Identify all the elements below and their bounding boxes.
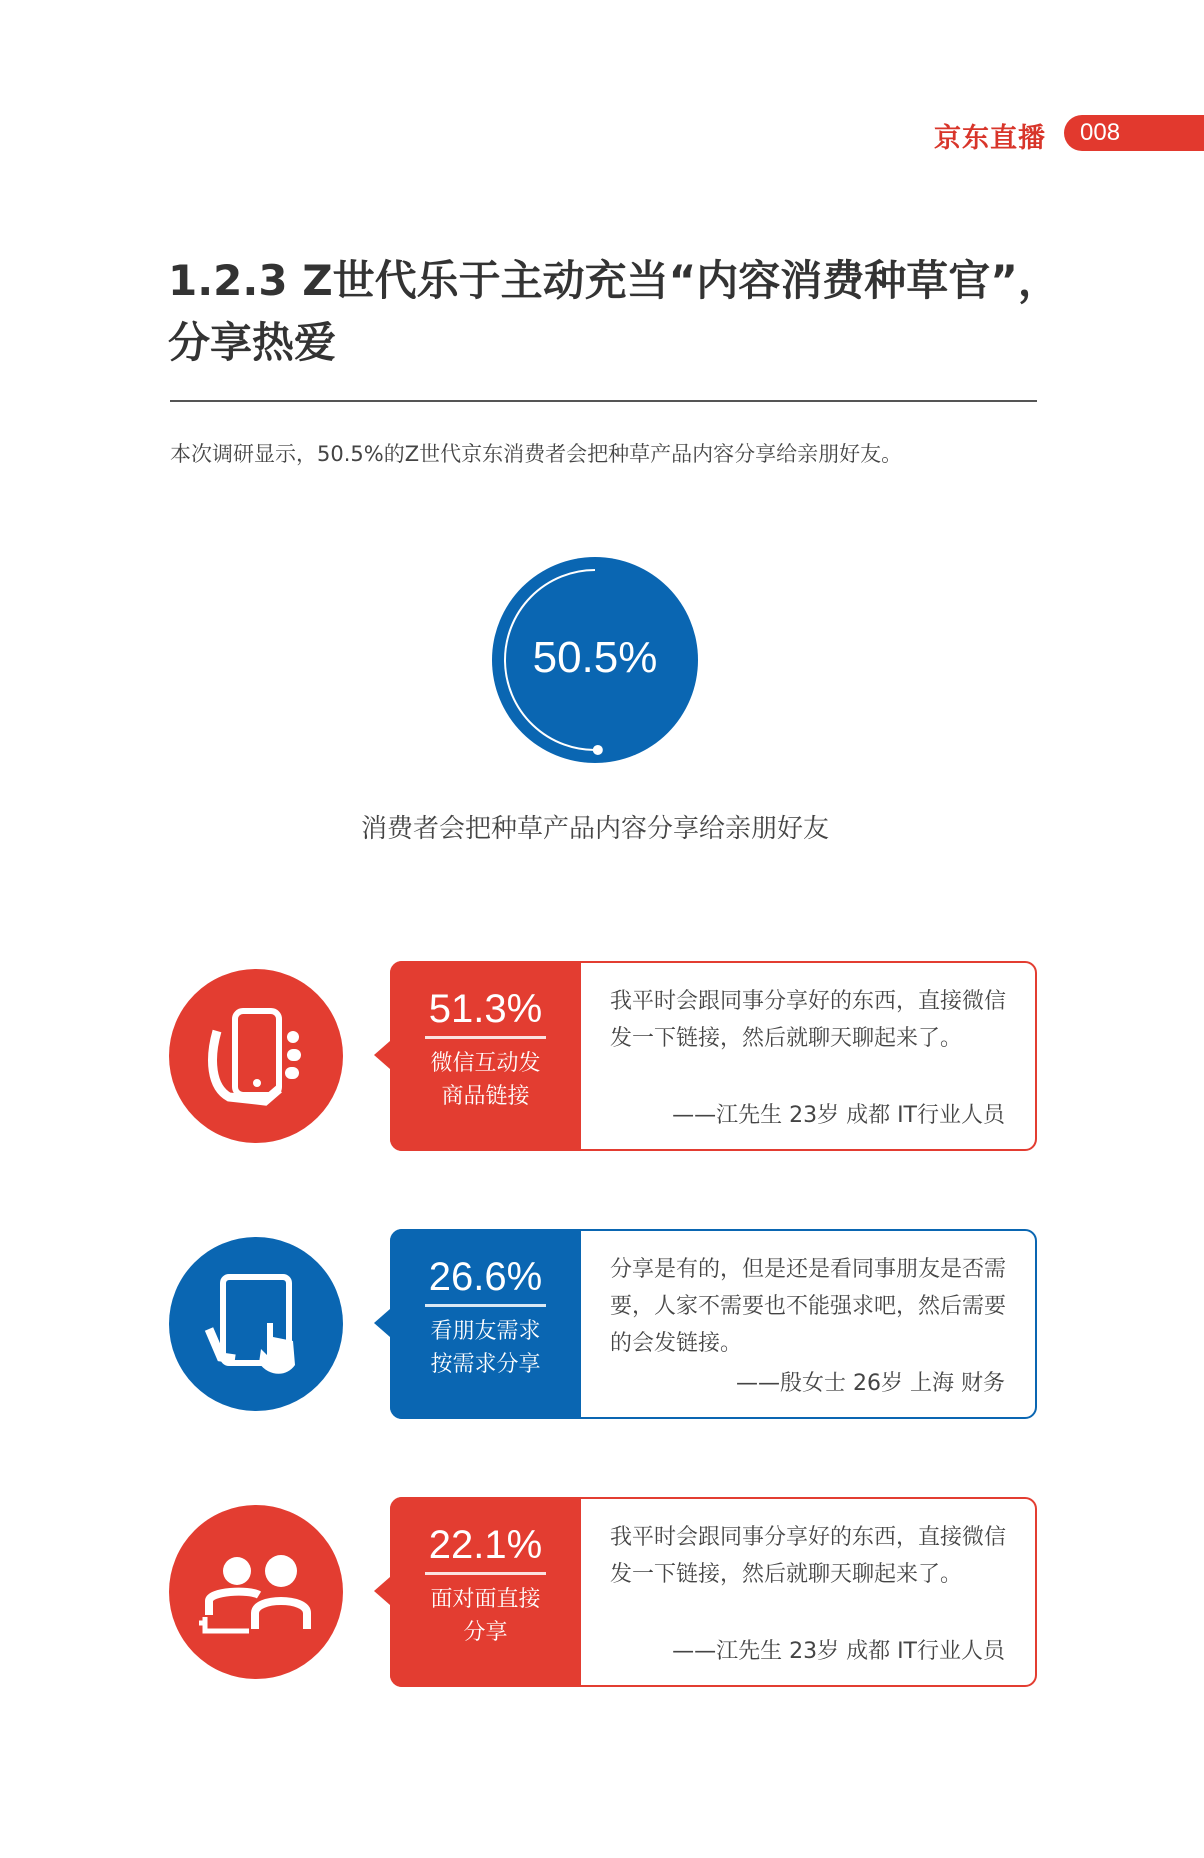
title-line-1: 1.2.3 Z世代乐于主动充当“内容消费种草官”， (168, 256, 1060, 305)
people-talk-icon (169, 1505, 343, 1679)
tablet-touch-icon (169, 1237, 343, 1411)
quote-attribution: ——江先生 23岁 成都 IT行业人员 (672, 1639, 1005, 1664)
share-percent: 26.6% (425, 1255, 546, 1307)
highlight-circle (492, 557, 698, 763)
section-title (168, 250, 1068, 374)
quote-attribution: ——江先生 23岁 成都 IT行业人员 (672, 1103, 1005, 1128)
share-label: 看朋友需求 (430, 1319, 541, 1344)
share-label: 微信互动发 (430, 1051, 541, 1076)
divider (170, 400, 1037, 402)
share-label: 分享 (463, 1620, 508, 1645)
intro-text: 本次调研显示，50.5%的Z世代京东消费者会把种草产品内容分享给亲朋好友。 (170, 442, 903, 466)
share-label: 面对面直接 (430, 1587, 541, 1612)
highlight-caption: 消费者会把种草产品内容分享给亲朋好友 (360, 814, 829, 844)
share-card (390, 1229, 1037, 1419)
quote-text: 分享是有的，但是还是看同事朋友是否需要，人家不需要也不能强求吧，然后需要的会发链接。 (610, 1257, 1007, 1356)
share-card (390, 961, 1037, 1151)
share-percent: 51.3% (425, 987, 546, 1039)
share-card (390, 1497, 1037, 1687)
page-number: 008 (1064, 115, 1204, 151)
share-percent: 22.1% (425, 1523, 546, 1575)
brand-logo: 京东直播 (934, 123, 1046, 154)
share-item (0, 961, 1204, 1151)
highlight-value: 50.5% (532, 633, 658, 682)
share-label: 商品链接 (441, 1084, 530, 1109)
quote-text: 我平时会跟同事分享好的东西，直接微信发一下链接，然后就聊天聊起来了。 (610, 989, 1007, 1051)
quote-text: 我平时会跟同事分享好的东西，直接微信发一下链接，然后就聊天聊起来了。 (610, 1525, 1007, 1587)
share-item (0, 1497, 1204, 1687)
title-line-2: 分享热爱 (168, 318, 337, 367)
hand-phone-icon (169, 969, 343, 1143)
quote-attribution: ——殷女士 26岁 上海 财务 (736, 1371, 1005, 1396)
share-label: 按需求分享 (430, 1352, 541, 1377)
share-item (0, 1229, 1204, 1419)
